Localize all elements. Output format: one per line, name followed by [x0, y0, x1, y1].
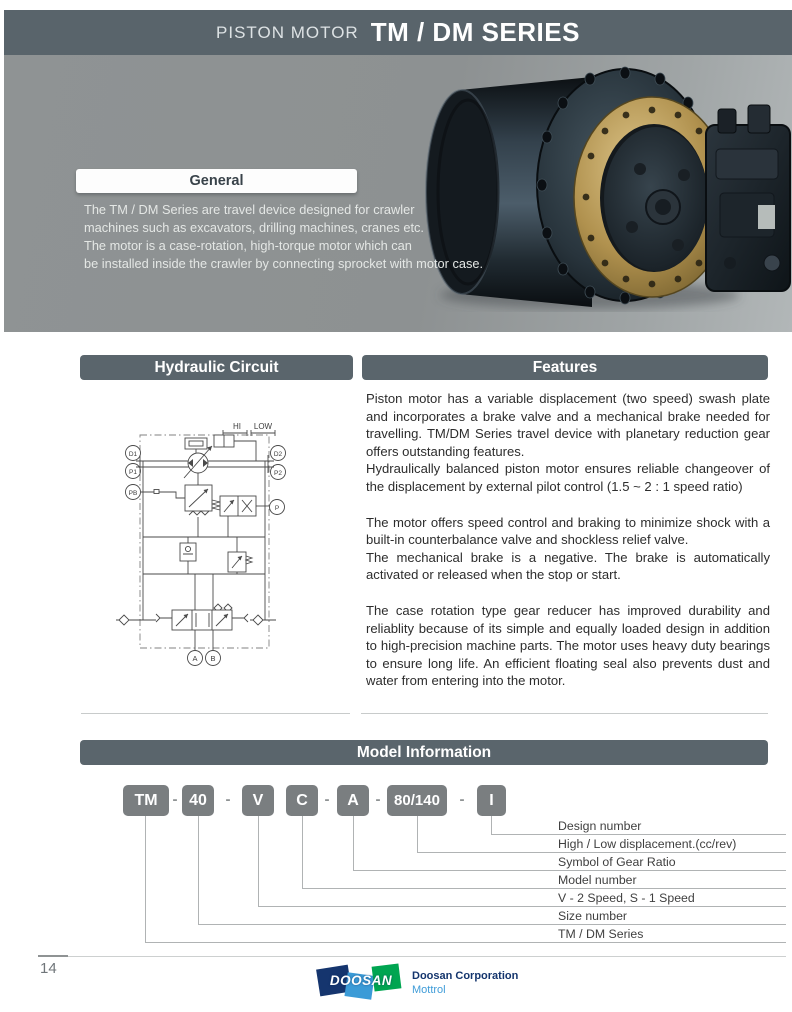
svg-text:LOW: LOW	[253, 422, 273, 431]
code-dash: -	[324, 791, 330, 808]
general-text-line: The motor is a case-rotation, high-torque motor which can	[84, 238, 412, 253]
circuit-ports-left	[126, 446, 141, 500]
callout-line	[145, 942, 786, 943]
features-paragraph: The case rotation type gear reducer has improved durability and reliablity because of its simple and equally loaded design in addition to high-precision machine parts. The motor uses heavy duty bearings to ensure long life. An efficient floating seal also prevents dust and water from entering into the motor.	[366, 602, 770, 689]
circuit-range-brackets	[223, 422, 275, 436]
callout-label: V - 2 Speed, S - 1 Speed	[558, 891, 695, 905]
callout-line	[353, 870, 786, 871]
svg-text:P: P	[274, 505, 280, 512]
left-column-divider	[81, 713, 350, 714]
model-code-segment-displacement: 80/140	[387, 785, 447, 816]
hydraulic-circuit-diagram	[110, 402, 350, 692]
callout-label: Size number	[558, 909, 628, 923]
model-code-segment-tm: TM	[123, 785, 169, 816]
svg-text:B: B	[210, 654, 216, 663]
circuit-check-and-relief	[143, 537, 265, 574]
features-paragraph: The motor offers speed control and braking to minimize shock with a built-in counterbalance valve and shockless relief valve.	[366, 514, 770, 548]
motor-hub	[604, 127, 708, 271]
doosan-mottrol-logo	[318, 964, 518, 1002]
code-dash: -	[172, 791, 178, 808]
callout-line	[417, 816, 418, 852]
callout-line	[491, 816, 492, 834]
svg-text:D2: D2	[273, 451, 283, 458]
right-column-divider	[361, 713, 768, 714]
callout-line	[258, 906, 786, 907]
features-paragraph: Piston motor has a variable displacement (two speed) swash plate and incorporates a brake valve and a mechanical brake needed for travelling. TM/DM Series travel device with planetary reduction gear offers outstanding features.	[366, 391, 770, 459]
code-dash: -	[225, 791, 231, 808]
general-text-line: machines such as excavators, drilling machines, cranes etc.	[84, 220, 424, 235]
code-dash: -	[375, 791, 381, 808]
page-title: TM / DM SERIES	[370, 17, 580, 47]
page-number: 14	[40, 960, 57, 977]
callout-label: Symbol of Gear Ratio	[558, 855, 676, 869]
callout-label: TM / DM Series	[558, 927, 644, 941]
footer-divider	[38, 956, 786, 957]
svg-text:A: A	[192, 654, 198, 663]
model-code-segment-design: I	[477, 785, 506, 816]
code-dash: -	[459, 791, 465, 808]
general-text-line: be installed inside the crawler by connecting sprocket with motor case.	[84, 256, 484, 271]
callout-line	[353, 816, 354, 870]
callout-line	[302, 816, 303, 888]
model-code-segment-model: C	[286, 785, 318, 816]
callout-label: High / Low displacement.(cc/rev)	[558, 837, 737, 851]
page-header-bar	[4, 10, 792, 55]
callout-line	[491, 834, 786, 835]
features-paragraph: Hydraulically balanced piston motor ensures reliable changeover of the displacement by external pilot control (1.5 ~ 2 : 1 speed ratio)	[366, 461, 770, 494]
hero-section	[4, 55, 792, 332]
callout-line	[198, 816, 199, 924]
circuit-variable-motor	[184, 435, 256, 478]
features-body	[366, 390, 770, 690]
piston-motor-photo	[420, 57, 792, 317]
footer-divider-accent	[38, 955, 68, 957]
svg-text:HI: HI	[233, 422, 241, 431]
svg-text:PB: PB	[128, 490, 138, 497]
logo-division-name: Mottrol	[412, 984, 446, 996]
model-code-segment-gear: A	[337, 785, 369, 816]
header-eyebrow: PISTON MOTOR	[216, 22, 359, 42]
svg-text:P1: P1	[129, 469, 137, 476]
model-information-title-bar	[80, 740, 768, 765]
callout-line	[417, 852, 786, 853]
hydraulic-circuit-title: Hydraulic Circuit	[154, 358, 279, 376]
callout-label: Model number	[558, 873, 637, 887]
motor-valve-block	[706, 105, 790, 291]
callout-label: Design number	[558, 819, 642, 833]
logo-wordmark: DOOSAN	[329, 973, 393, 988]
callout-line	[198, 924, 786, 925]
features-title: Features	[532, 358, 598, 376]
model-information-title: Model Information	[356, 743, 492, 761]
callout-line	[258, 816, 259, 906]
model-code-segment-speed: V	[242, 785, 274, 816]
general-title: General	[189, 173, 244, 189]
callout-line	[302, 888, 786, 889]
svg-text:P2: P2	[274, 470, 282, 477]
general-section-badge	[76, 169, 357, 193]
svg-text:D1: D1	[128, 451, 138, 458]
model-code-segment-size: 40	[182, 785, 214, 816]
circuit-main-lines	[136, 455, 274, 620]
hydraulic-circuit-title-bar	[80, 355, 353, 380]
callout-line	[145, 816, 146, 942]
general-text-line: The TM / DM Series are travel device designed for crawler	[84, 202, 415, 217]
features-title-bar	[362, 355, 768, 380]
features-paragraph: The mechanical brake is a negative. The brake is automatically activated or released when the stop or start.	[366, 549, 770, 583]
circuit-regulator-valve	[141, 473, 212, 515]
circuit-ports-right	[270, 446, 286, 515]
logo-company-name: Doosan Corporation	[412, 970, 519, 982]
